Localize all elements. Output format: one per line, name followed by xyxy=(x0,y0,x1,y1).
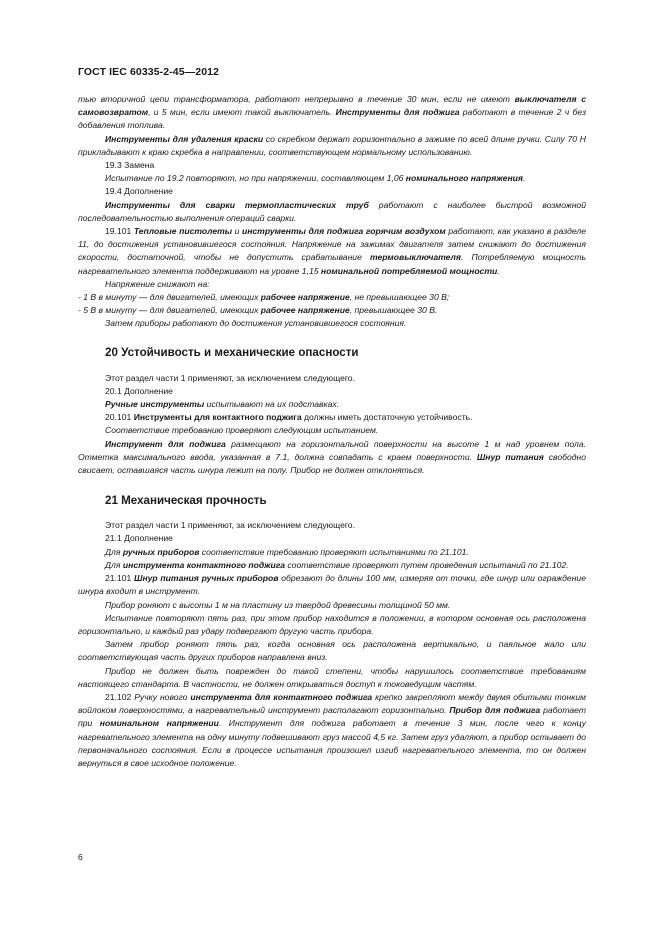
paragraph xyxy=(78,159,586,172)
text-run: Шнур питания ручных приборов xyxy=(134,573,279,584)
text-run: Прибор для поджига xyxy=(449,705,541,716)
paragraph xyxy=(78,438,586,478)
paragraph xyxy=(78,385,586,398)
text-run: должны иметь достаточную устойчивость. xyxy=(301,412,473,423)
paragraph xyxy=(78,225,586,278)
paragraph xyxy=(78,519,586,532)
text-run: Этот раздел части 1 применяют, за исключением следующего. xyxy=(105,372,355,383)
text-run: Инструмент для поджига xyxy=(105,438,226,449)
text-run: обрезают до длины 100 мм, измеряя от точки, где шнур или ограждение шнура входит в инструмент. xyxy=(78,573,586,597)
text-run: Ручные инструменты xyxy=(105,399,205,410)
paragraph xyxy=(78,133,586,159)
paragraph xyxy=(78,304,586,317)
text-run: 20.101 xyxy=(105,412,134,423)
paragraph xyxy=(78,172,586,185)
paragraph xyxy=(78,185,586,198)
paragraph xyxy=(78,317,586,330)
text-run: 21 Механическая прочность xyxy=(105,494,267,508)
text-run: рабочее напряжение xyxy=(260,305,350,316)
text-run: тью вторичной цепи трансформатора, работают непрерывно в течение 30 мин, если не имеют xyxy=(78,94,515,104)
paragraph xyxy=(78,691,586,770)
text-run: Шнур питания xyxy=(476,451,544,462)
text-run: соответствие требованию проверяют испытаниями по 21.101. xyxy=(199,546,469,557)
text-run: соответствие проверяют путем проведения испытаний по 21.102. xyxy=(285,559,569,570)
text-run: . Инструмент для поджига работает в течение 3 мин, после чего к концу нагревательного элемента на одну минуту подвешивают груз массой 4,5 кг. Затем груз удаляют, а прибор остывает до первоначального состояния. Если в процессе испытания произошел изгиб нагревательного элемента, то он должен вернуться в свое исходное положение. xyxy=(78,718,586,768)
text-run: крепко закрепляют между двумя обитыми тонким войлоком поверхностями, а нагревательный инструмент располагают горизонтально. xyxy=(78,691,586,716)
text-run: испытывают на их подставках. xyxy=(204,399,340,410)
text-run: 21.102 xyxy=(105,691,135,702)
text-run: Затем прибор роняют пять раз, когда основная ось расположена вертикально, и паяльное жало или соответствующая часть других приборов направлена вниз. xyxy=(78,639,586,663)
text-run: работают, как указано в разделе 11, до достижения установившегося состояния. Напряжение на зажимах двигателя затем снижают до достижения скорости, достаточной, чтобы не допустить срабатывание xyxy=(78,226,586,263)
paragraph xyxy=(78,612,586,638)
section-heading xyxy=(78,494,586,508)
paragraph xyxy=(78,638,586,664)
text-run: Инструменты для сварки термопластических труб xyxy=(105,199,369,210)
document-header: ГОСТ IEC 60335-2-45—2012 xyxy=(78,66,220,78)
text-run: работают в течение 2 ч без добавления топлива. xyxy=(78,107,586,131)
document-body xyxy=(78,93,586,770)
text-run: 21.101 xyxy=(105,573,135,584)
text-run: 19.101 xyxy=(105,226,134,237)
text-run: Инструменты для удаления краски xyxy=(105,133,264,144)
text-run: . xyxy=(497,265,500,276)
text-run: выключателя с самовозвратом xyxy=(78,94,586,118)
text-run: - 1 В в минуту — для двигателей, имеющих xyxy=(78,292,261,303)
text-run: , не превышающее 30 В; xyxy=(349,292,450,303)
text-run: Прибор роняют с высоты 1 м на пластину из твердой древесины толщиной 50 мм. xyxy=(105,599,451,610)
text-run: Для xyxy=(105,559,123,570)
text-run: Испытание по 19.2 повторяют, но при напряжении, составляющем 1,06 xyxy=(105,173,406,184)
paragraph xyxy=(78,532,586,545)
text-run: Соответствие требованию проверяют следующим испытанием. xyxy=(105,425,379,436)
text-run: и xyxy=(232,226,242,237)
text-run: Напряжение снижают на: xyxy=(105,278,210,289)
text-run: Этот раздел части 1 применяют, за исключением следующего. xyxy=(105,520,355,531)
paragraph xyxy=(78,559,586,572)
text-run: 19.4 Дополнение xyxy=(105,186,173,197)
paragraph xyxy=(78,199,586,225)
text-run: свободно свисает, оставшаяся часть шнура лежит на полу. Прибор не должен отклоняться. xyxy=(78,451,586,476)
text-run: номинальном напряжении xyxy=(99,718,219,729)
text-run: - 5 В в минуту — для двигателей, имеющих xyxy=(78,305,261,316)
text-run: номинальной потребляемой мощности xyxy=(320,265,498,276)
text-run: номинального напряжения xyxy=(405,173,523,184)
text-run: 20.1 Дополнение xyxy=(105,385,173,396)
text-run: Для xyxy=(105,546,123,557)
paragraph xyxy=(78,572,586,598)
paragraph xyxy=(78,599,586,612)
text-run: Ручку нового xyxy=(134,691,191,702)
text-run: работает при xyxy=(78,705,587,729)
text-run: ручных приборов xyxy=(122,546,200,557)
text-run: 21.1 Дополнение xyxy=(105,533,173,544)
paragraph xyxy=(78,93,586,133)
paragraph xyxy=(78,372,586,385)
text-run: , и 5 мин, если имеют такой выключатель. xyxy=(148,107,336,118)
text-run: инструмента контактного поджига xyxy=(122,559,285,570)
text-run: Затем приборы работают до достижения установившегося состояния. xyxy=(105,318,407,329)
section-heading xyxy=(78,346,586,360)
text-run: инструмента для контактного поджига xyxy=(190,691,373,702)
text-run: . Потребляемую мощность нагревательного элемента поддерживают на уровне 1,15 xyxy=(78,252,586,276)
text-run: 20 Устойчивость и механические опасности xyxy=(105,345,359,359)
text-run: работают с наиболее быстрой возможной последовательностью выполнения операций сварки. xyxy=(78,199,586,223)
text-run: , превышающее 30 В. xyxy=(349,305,438,316)
paragraph xyxy=(78,411,586,424)
paragraph xyxy=(78,398,586,411)
paragraph xyxy=(78,424,586,437)
text-run: инструменты для поджига горячим воздухом xyxy=(241,226,446,237)
text-run: Инструменты для поджига xyxy=(335,107,460,118)
text-run: со скребком держат горизонтально в зажиме по всей длине ручки. Силу 70 Н прикладывают к краю скребка в направлении, соответствующем нормальному использованию. xyxy=(78,133,587,157)
paragraph xyxy=(78,278,586,291)
text-run: . xyxy=(522,173,526,184)
paragraph xyxy=(78,546,586,559)
text-run: термовыключателя xyxy=(369,252,461,263)
page-number: 6 xyxy=(78,852,83,862)
text-run: рабочее напряжение xyxy=(260,292,350,303)
text-run: Тепловые пистолеты xyxy=(133,226,233,237)
text-run: размещают на горизонтальной поверхности на высоте 1 м над уровнем пола. Отметка максимального ввода, указанная в 7.1, должна совпадать с краем поверхности. xyxy=(78,438,587,462)
paragraph xyxy=(78,665,586,691)
text-run: Испытание повторяют пять раз, при этом прибор находится в положении, в котором основная ось расположена горизонтально, и каждый раз удару подвергают другую часть прибора. xyxy=(78,612,586,636)
paragraph xyxy=(78,291,586,304)
text-run: Инструменты для контактного поджига xyxy=(133,412,302,423)
text-run: Прибор не должен быть поврежден до такой степени, чтобы нарушилось соответствие требованиям настоящего стандарта. В частности, не должен открываться доступ к токоведущим частям. xyxy=(78,665,586,689)
text-run: 19.3 Замена xyxy=(105,160,155,171)
